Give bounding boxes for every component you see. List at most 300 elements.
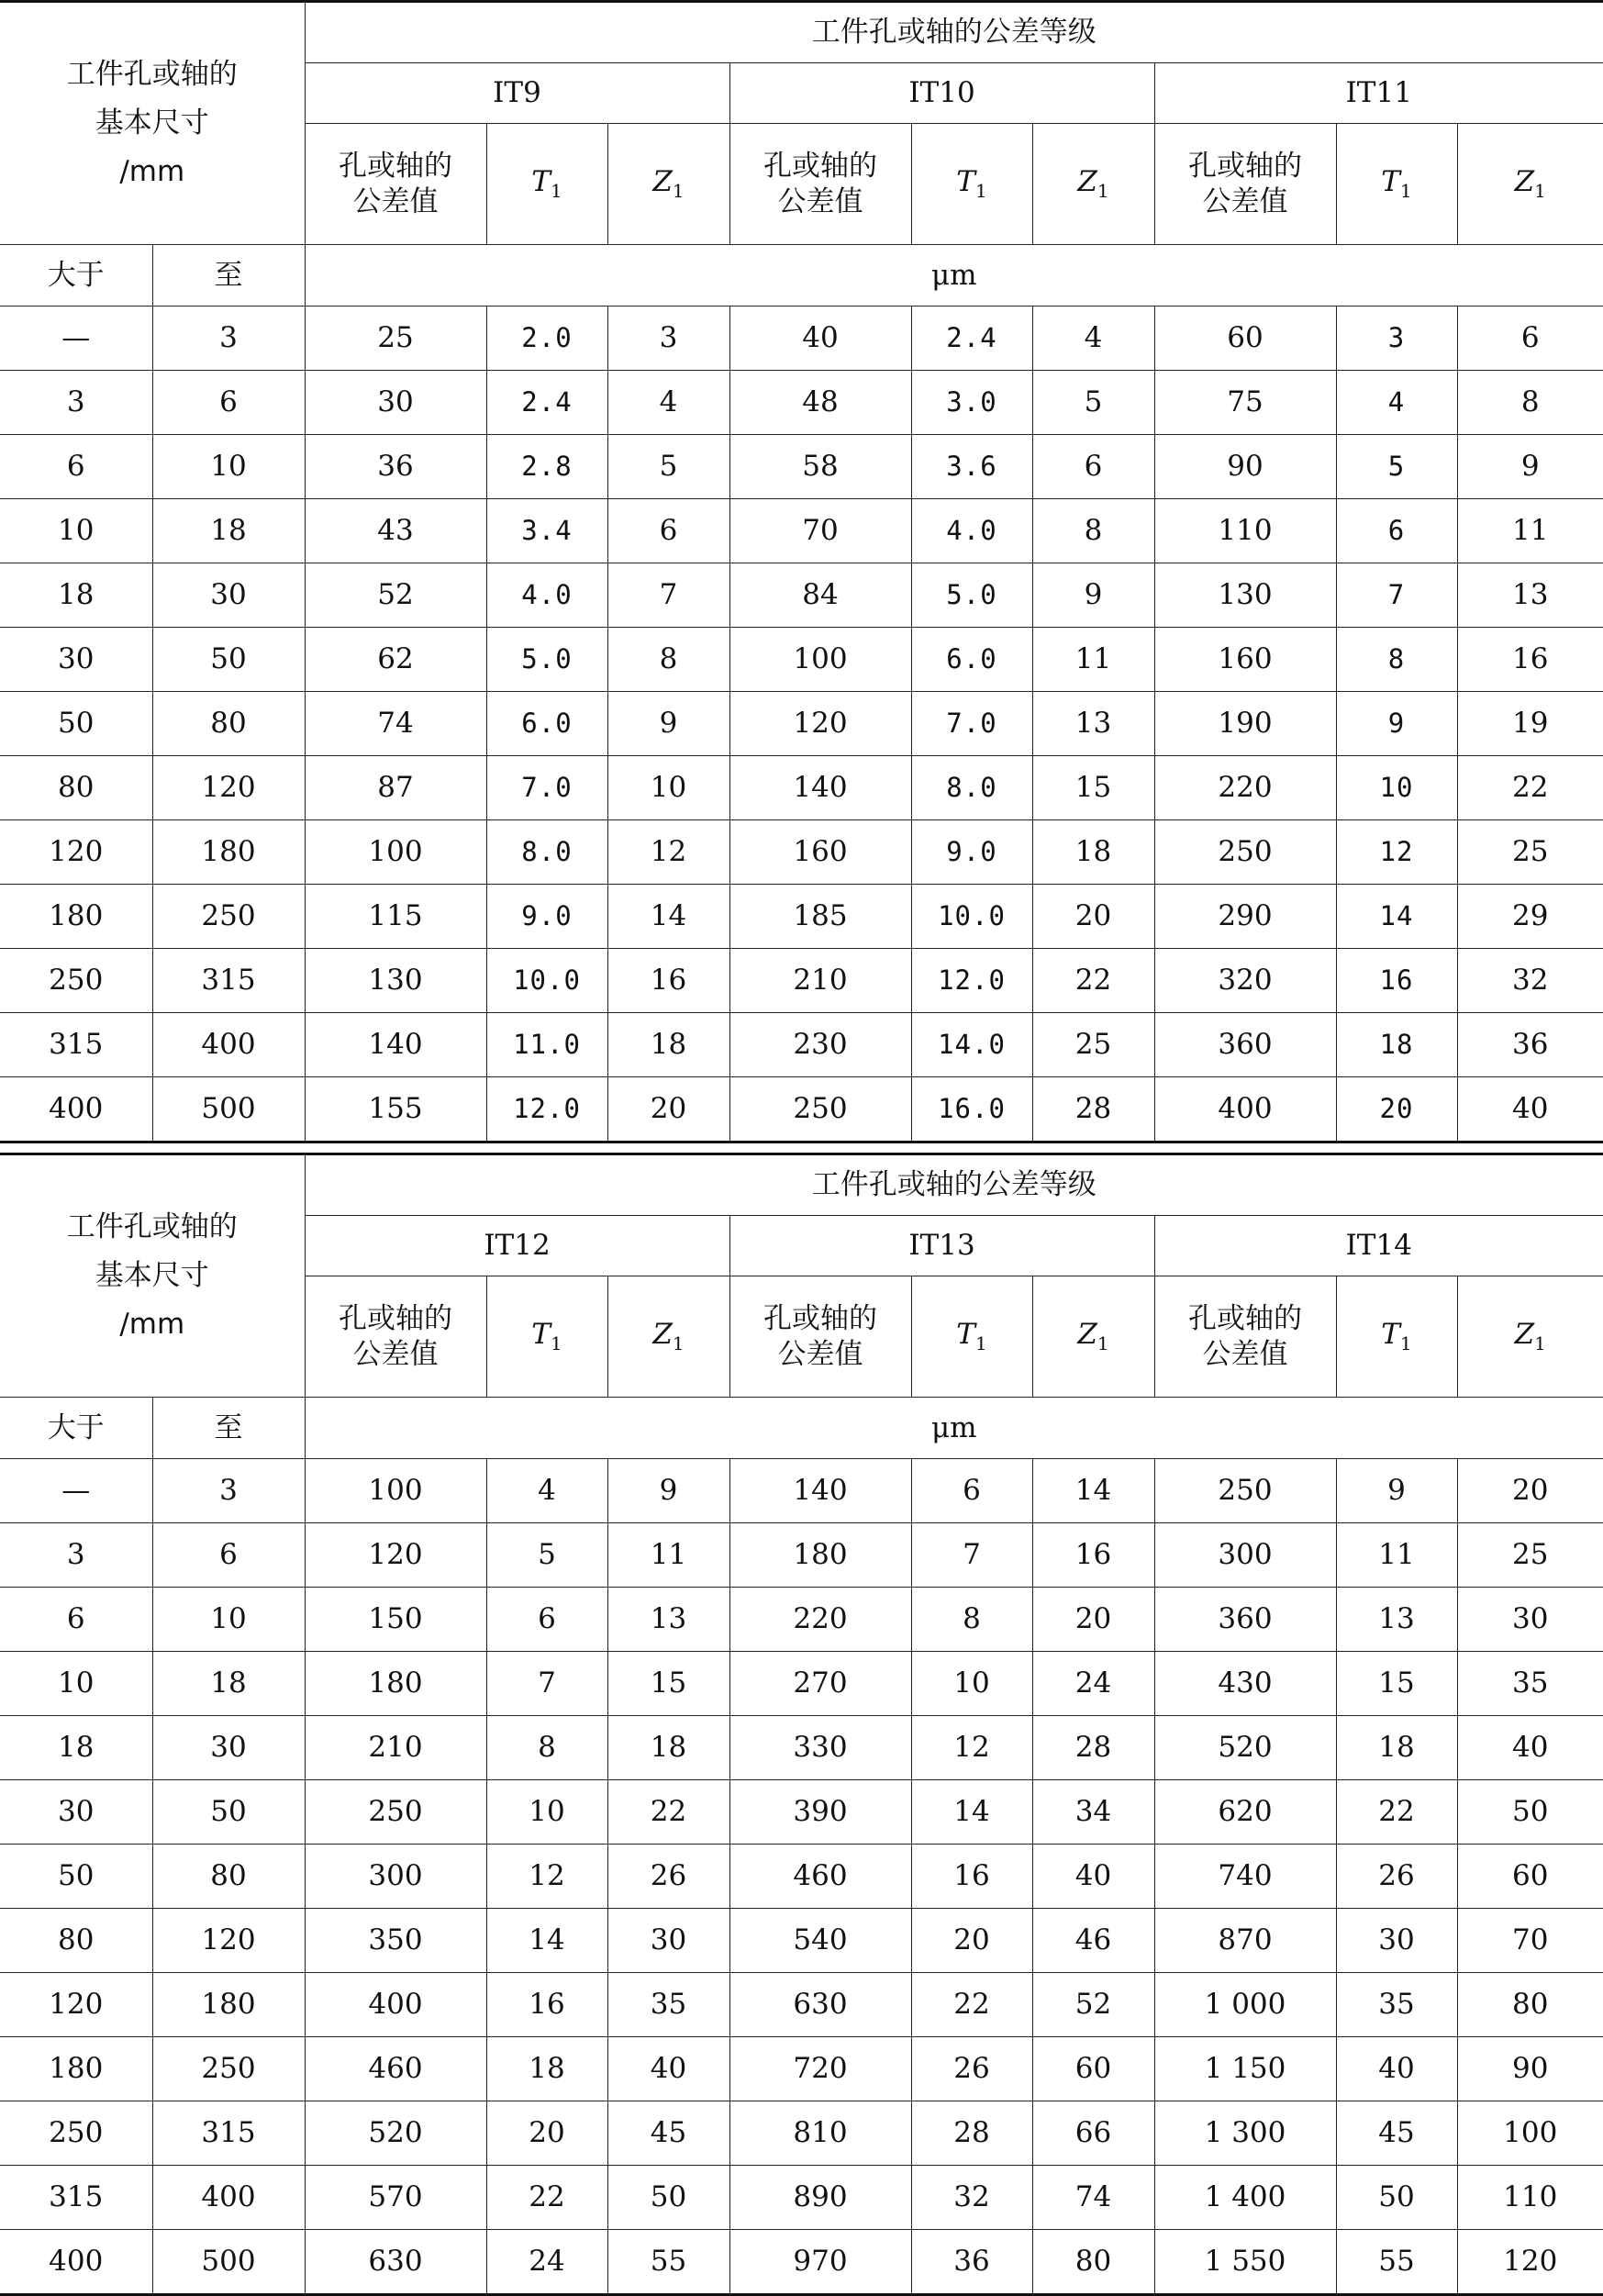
table-cell: 6.0 xyxy=(486,692,607,756)
table-cell: 3 xyxy=(607,307,729,371)
table-cell: 1 000 xyxy=(1154,1973,1336,2037)
table-cell: 6 xyxy=(1336,499,1457,563)
table-cell: 32 xyxy=(911,2166,1032,2230)
table-cell: 18 xyxy=(486,2037,607,2101)
table-cell: 400 xyxy=(0,1077,152,1142)
table-cell: 50 xyxy=(0,692,152,756)
table-cell: 2.0 xyxy=(486,307,607,371)
table-cell: 74 xyxy=(1032,2166,1154,2230)
table-cell: 16 xyxy=(486,1973,607,2037)
table-cell: 160 xyxy=(729,820,911,885)
size-stub-line: 工件孔或轴的 xyxy=(66,1210,238,1244)
table-cell: 185 xyxy=(729,885,911,949)
table-cell: 2.4 xyxy=(911,307,1032,371)
table-cell: 7 xyxy=(1336,563,1457,628)
table-cell: 6 xyxy=(0,1588,152,1652)
table-cell: 180 xyxy=(729,1523,911,1588)
table-cell: 80 xyxy=(1032,2230,1154,2295)
table-cell: 315 xyxy=(0,1013,152,1077)
table-cell: 90 xyxy=(1457,2037,1603,2101)
table-cell: 160 xyxy=(1154,628,1336,692)
to-label: 至 xyxy=(152,1398,305,1459)
table-cell: 155 xyxy=(305,1077,486,1142)
table-row xyxy=(0,1523,1603,1588)
t1-header xyxy=(1336,124,1457,245)
table-cell: 20 xyxy=(607,1077,729,1142)
table-cell: 13 xyxy=(1032,692,1154,756)
table-cell: 1 400 xyxy=(1154,2166,1336,2230)
grade-it14: IT14 xyxy=(1154,1216,1603,1276)
table-cell: 18 xyxy=(607,1013,729,1077)
table-cell: 8 xyxy=(1032,499,1154,563)
table-row xyxy=(0,2166,1603,2230)
table-cell: 40 xyxy=(1032,1845,1154,1909)
table-cell: 35 xyxy=(607,1973,729,2037)
table-cell: 35 xyxy=(1457,1652,1603,1716)
table-cell: 270 xyxy=(729,1652,911,1716)
table-cell: 15 xyxy=(1336,1652,1457,1716)
table-row xyxy=(0,949,1603,1013)
table-cell: 10 xyxy=(0,1652,152,1716)
table-cell: 36 xyxy=(1457,1013,1603,1077)
z1-header-symbol: Z xyxy=(1514,1318,1535,1352)
table-cell: 3 xyxy=(152,1459,305,1523)
table-cell: 11 xyxy=(607,1523,729,1588)
size-stub-line: 基本尺寸 xyxy=(95,106,209,140)
t1-header xyxy=(1336,1276,1457,1398)
table-cell: 19 xyxy=(1457,692,1603,756)
table-cell: 84 xyxy=(729,563,911,628)
table-cell: 9 xyxy=(1336,1459,1457,1523)
table-cell: 5.0 xyxy=(911,563,1032,628)
z1-header-symbol: Z xyxy=(1077,165,1097,199)
grade-it13: IT13 xyxy=(729,1216,1154,1276)
t1-header-subscript: 1 xyxy=(974,180,987,203)
table-cell: 50 xyxy=(0,1845,152,1909)
table-cell: 60 xyxy=(1032,2037,1154,2101)
table-cell: 30 xyxy=(0,628,152,692)
table-cell: 18 xyxy=(1336,1013,1457,1077)
table-cell: 11.0 xyxy=(486,1013,607,1077)
table-cell: 30 xyxy=(1336,1909,1457,1973)
table-cell: 460 xyxy=(729,1845,911,1909)
table-cell: 48 xyxy=(729,371,911,435)
table-cell: 18 xyxy=(152,499,305,563)
table-cell: 100 xyxy=(729,628,911,692)
t1-header xyxy=(486,124,607,245)
z1-header-subscript: 1 xyxy=(1096,180,1109,203)
z1-header xyxy=(1457,124,1603,245)
table-cell: 10.0 xyxy=(486,949,607,1013)
table-cell: 4 xyxy=(1032,307,1154,371)
table-cell: 3 xyxy=(0,1523,152,1588)
table-cell: 2.4 xyxy=(486,371,607,435)
to-label: 至 xyxy=(152,245,305,307)
table-cell: 9 xyxy=(607,692,729,756)
table-cell: 20 xyxy=(911,1909,1032,1973)
table-row xyxy=(0,1652,1603,1716)
table-cell: 5 xyxy=(486,1523,607,1588)
tolerance-value-header-line: 公差值 xyxy=(352,184,439,218)
table-cell: 6 xyxy=(152,1523,305,1588)
table-cell: 80 xyxy=(152,692,305,756)
table-cell: 22 xyxy=(607,1780,729,1845)
table-cell: 22 xyxy=(911,1973,1032,2037)
table-cell: 250 xyxy=(305,1780,486,1845)
table-cell: 2.8 xyxy=(486,435,607,499)
table-cell: 630 xyxy=(729,1973,911,2037)
table-cell: 110 xyxy=(1154,499,1336,563)
table-cell: 18 xyxy=(1336,1716,1457,1780)
table-cell: 8 xyxy=(1336,628,1457,692)
table-cell: 290 xyxy=(1154,885,1336,949)
table-cell: 40 xyxy=(1457,1077,1603,1142)
table-cell: 140 xyxy=(729,1459,911,1523)
z1-header-symbol: Z xyxy=(652,165,673,199)
table-cell: 12 xyxy=(1336,820,1457,885)
table-cell: 6 xyxy=(1032,435,1154,499)
table-cell: 22 xyxy=(1457,756,1603,820)
table-cell: 100 xyxy=(305,1459,486,1523)
tolerance-value-header xyxy=(305,124,486,245)
table-cell: 40 xyxy=(729,307,911,371)
size-stub-line: /mm xyxy=(119,1307,185,1341)
table-cell: 315 xyxy=(152,949,305,1013)
table-cell: 6 xyxy=(0,435,152,499)
table-cell: 25 xyxy=(1457,820,1603,885)
table-cell: 7.0 xyxy=(911,692,1032,756)
table-cell: 30 xyxy=(0,1780,152,1845)
table-cell: 55 xyxy=(607,2230,729,2295)
table-cell: 16 xyxy=(1457,628,1603,692)
table-cell: 55 xyxy=(1336,2230,1457,2295)
table-cell: 36 xyxy=(911,2230,1032,2295)
table-cell: 4 xyxy=(486,1459,607,1523)
size-stub-line: /mm xyxy=(119,154,185,188)
table-cell: 4.0 xyxy=(911,499,1032,563)
table-row xyxy=(0,756,1603,820)
table-cell: 34 xyxy=(1032,1780,1154,1845)
z1-header xyxy=(607,124,729,245)
table-cell: 7 xyxy=(911,1523,1032,1588)
t1-header-subscript: 1 xyxy=(550,180,562,203)
table-cell: 190 xyxy=(1154,692,1336,756)
tolerance-grade-group-title: 工件孔或轴的公差等级 xyxy=(305,2,1603,63)
tolerance-value-header-line: 孔或轴的 xyxy=(763,149,877,183)
tolerance-grade-group-title: 工件孔或轴的公差等级 xyxy=(305,1154,1603,1216)
table-cell: 12 xyxy=(911,1716,1032,1780)
table-cell: 11 xyxy=(1336,1523,1457,1588)
table-cell: 10 xyxy=(1336,756,1457,820)
table-cell: 12 xyxy=(607,820,729,885)
table-cell: 130 xyxy=(305,949,486,1013)
table-cell: 90 xyxy=(1154,435,1336,499)
table-cell: 300 xyxy=(1154,1523,1336,1588)
table-cell: 18 xyxy=(1032,820,1154,885)
table-row xyxy=(0,1780,1603,1845)
table-cell: 28 xyxy=(911,2101,1032,2166)
table-cell: 9.0 xyxy=(911,820,1032,885)
table-cell: 180 xyxy=(305,1652,486,1716)
table-cell: 180 xyxy=(152,820,305,885)
table-cell: 20 xyxy=(1336,1077,1457,1142)
table-cell: — xyxy=(0,307,152,371)
table-cell: 500 xyxy=(152,2230,305,2295)
table-row xyxy=(0,307,1603,371)
table-cell: 22 xyxy=(1336,1780,1457,1845)
table-cell: 5.0 xyxy=(486,628,607,692)
table-cell: 460 xyxy=(305,2037,486,2101)
table-cell: 10 xyxy=(607,756,729,820)
unit-label: μm xyxy=(305,1398,1603,1459)
table-cell: 13 xyxy=(1336,1588,1457,1652)
table-cell: 540 xyxy=(729,1909,911,1973)
header-row-group xyxy=(0,2,1603,63)
table-cell: 28 xyxy=(1032,1077,1154,1142)
t1-header xyxy=(911,124,1032,245)
table-row xyxy=(0,2037,1603,2101)
table-cell: 5 xyxy=(607,435,729,499)
table-cell: 11 xyxy=(1457,499,1603,563)
table-cell: 120 xyxy=(1457,2230,1603,2295)
table-cell: 70 xyxy=(1457,1909,1603,1973)
table-cell: 10 xyxy=(152,435,305,499)
table-cell: 120 xyxy=(305,1523,486,1588)
table-cell: 630 xyxy=(305,2230,486,2295)
table-cell: 400 xyxy=(152,2166,305,2230)
table-cell: 120 xyxy=(152,1909,305,1973)
table-cell: 8 xyxy=(486,1716,607,1780)
table-cell: 250 xyxy=(1154,1459,1336,1523)
table-row xyxy=(0,1845,1603,1909)
table-cell: 330 xyxy=(729,1716,911,1780)
table-cell: 35 xyxy=(1336,1973,1457,2037)
table-cell: 140 xyxy=(729,756,911,820)
table-cell: 25 xyxy=(305,307,486,371)
z1-header xyxy=(1032,124,1154,245)
table-cell: 8 xyxy=(607,628,729,692)
table-cell: 28 xyxy=(1032,1716,1154,1780)
table-row xyxy=(0,628,1603,692)
table-cell: 210 xyxy=(305,1716,486,1780)
table-cell: 26 xyxy=(607,1845,729,1909)
table-cell: 7 xyxy=(607,563,729,628)
table-cell: 230 xyxy=(729,1013,911,1077)
z1-header-subscript: 1 xyxy=(1534,1332,1546,1355)
table-cell: 30 xyxy=(152,1716,305,1780)
tolerance-value-header-line: 孔或轴的 xyxy=(763,1301,877,1335)
table-cell: 16 xyxy=(1336,949,1457,1013)
table-cell: 400 xyxy=(1154,1077,1336,1142)
table-cell: 52 xyxy=(1032,1973,1154,2037)
table-cell: 250 xyxy=(152,2037,305,2101)
table-row xyxy=(0,692,1603,756)
z1-header-symbol: Z xyxy=(1514,165,1535,199)
table-cell: 50 xyxy=(1457,1780,1603,1845)
table-cell: 14 xyxy=(911,1780,1032,1845)
table-cell: 40 xyxy=(1336,2037,1457,2101)
table-cell: 26 xyxy=(911,2037,1032,2101)
table-cell: 6.0 xyxy=(911,628,1032,692)
unit-label: μm xyxy=(305,245,1603,307)
table-cell: 10 xyxy=(911,1652,1032,1716)
tolerance-value-header-line: 孔或轴的 xyxy=(1188,1301,1302,1335)
z1-header-subscript: 1 xyxy=(672,1332,685,1355)
tolerance-value-header xyxy=(729,124,911,245)
tolerance-value-header-line: 公差值 xyxy=(1202,1337,1288,1371)
from-label: 大于 xyxy=(0,245,152,307)
size-stub-line: 基本尺寸 xyxy=(95,1259,209,1293)
table-cell: 16.0 xyxy=(911,1077,1032,1142)
table-cell: 315 xyxy=(152,2101,305,2166)
table-cell: 50 xyxy=(607,2166,729,2230)
table-cell: 1 550 xyxy=(1154,2230,1336,2295)
table-cell: 10 xyxy=(152,1588,305,1652)
z1-header xyxy=(1457,1276,1603,1398)
table-cell: 66 xyxy=(1032,2101,1154,2166)
table-row xyxy=(0,2230,1603,2295)
table-cell: 150 xyxy=(305,1588,486,1652)
table-cell: 30 xyxy=(1457,1588,1603,1652)
table-cell: 360 xyxy=(1154,1013,1336,1077)
table-cell: 22 xyxy=(1032,949,1154,1013)
table-cell: 120 xyxy=(152,756,305,820)
tolerance-value-header xyxy=(1154,1276,1336,1398)
t1-header-symbol: T xyxy=(531,1318,551,1352)
table-row xyxy=(0,1013,1603,1077)
table-cell: 43 xyxy=(305,499,486,563)
table-cell: 14 xyxy=(1032,1459,1154,1523)
table-cell: 36 xyxy=(305,435,486,499)
table-cell: 1 300 xyxy=(1154,2101,1336,2166)
table-cell: 87 xyxy=(305,756,486,820)
t1-header-symbol: T xyxy=(531,165,551,199)
table-cell: 46 xyxy=(1032,1909,1154,1973)
table-cell: 9 xyxy=(1032,563,1154,628)
table-cell: 80 xyxy=(1457,1973,1603,2037)
t1-header-subscript: 1 xyxy=(1399,180,1412,203)
t1-header-symbol: T xyxy=(956,1318,975,1352)
table-cell: 24 xyxy=(1032,1652,1154,1716)
table-cell: 250 xyxy=(152,885,305,949)
table-cell: 3.0 xyxy=(911,371,1032,435)
table-cell: 12.0 xyxy=(911,949,1032,1013)
from-label: 大于 xyxy=(0,1398,152,1459)
tolerance-value-header-line: 公差值 xyxy=(777,1337,863,1371)
table-cell: 890 xyxy=(729,2166,911,2230)
table-cell: 80 xyxy=(0,1909,152,1973)
table-cell: 40 xyxy=(1457,1716,1603,1780)
table-cell: 16 xyxy=(911,1845,1032,1909)
tolerance-value-header-line: 孔或轴的 xyxy=(1188,149,1302,183)
table-cell: 50 xyxy=(1336,2166,1457,2230)
table-cell: 16 xyxy=(607,949,729,1013)
table-cell: 350 xyxy=(305,1909,486,1973)
table-cell: 6 xyxy=(911,1459,1032,1523)
table-cell: 20 xyxy=(1457,1459,1603,1523)
grade-it9: IT9 xyxy=(305,63,729,124)
table-cell: 6 xyxy=(607,499,729,563)
table-cell: 870 xyxy=(1154,1909,1336,1973)
table-cell: 180 xyxy=(152,1973,305,2037)
table-cell: 740 xyxy=(1154,1845,1336,1909)
table-cell: 4 xyxy=(607,371,729,435)
table-row xyxy=(0,563,1603,628)
table-cell: 180 xyxy=(0,885,152,949)
table-row xyxy=(0,1077,1603,1142)
table-cell: 8 xyxy=(911,1588,1032,1652)
table-cell: 115 xyxy=(305,885,486,949)
tolerance-value-header xyxy=(729,1276,911,1398)
table-cell: 120 xyxy=(0,1973,152,2037)
table-cell: 570 xyxy=(305,2166,486,2230)
header-row-group xyxy=(0,1154,1603,1216)
table-row xyxy=(0,1909,1603,1973)
table-cell: 26 xyxy=(1336,1845,1457,1909)
table-cell: 970 xyxy=(729,2230,911,2295)
table-cell: 14 xyxy=(486,1909,607,1973)
table-cell: 7.0 xyxy=(486,756,607,820)
table-cell: 18 xyxy=(0,563,152,628)
table-cell: 400 xyxy=(0,2230,152,2295)
table-cell: 250 xyxy=(1154,820,1336,885)
table-cell: 430 xyxy=(1154,1652,1336,1716)
size-stub-header xyxy=(0,1154,305,1398)
table-cell: — xyxy=(0,1459,152,1523)
table-cell: 210 xyxy=(729,949,911,1013)
table-cell: 25 xyxy=(1457,1523,1603,1588)
table-cell: 22 xyxy=(486,2166,607,2230)
t1-header-subscript: 1 xyxy=(1399,1332,1412,1355)
t1-header xyxy=(486,1276,607,1398)
table-cell: 320 xyxy=(1154,949,1336,1013)
table-cell: 720 xyxy=(729,2037,911,2101)
table-cell: 18 xyxy=(152,1652,305,1716)
tolerance-value-header-line: 公差值 xyxy=(352,1337,439,1371)
grade-it10: IT10 xyxy=(729,63,1154,124)
table-cell: 620 xyxy=(1154,1780,1336,1845)
size-stub-header xyxy=(0,2,305,245)
table-cell: 110 xyxy=(1457,2166,1603,2230)
table-cell: 400 xyxy=(152,1013,305,1077)
table-cell: 15 xyxy=(1032,756,1154,820)
table-cell: 100 xyxy=(1457,2101,1603,2166)
table-cell: 500 xyxy=(152,1077,305,1142)
table-row xyxy=(0,435,1603,499)
tolerance-value-header-line: 孔或轴的 xyxy=(339,149,452,183)
table-cell: 18 xyxy=(607,1716,729,1780)
table-cell: 3.6 xyxy=(911,435,1032,499)
table-cell: 6 xyxy=(1457,307,1603,371)
t1-header-subscript: 1 xyxy=(550,1332,562,1355)
table-cell: 14.0 xyxy=(911,1013,1032,1077)
table-cell: 10 xyxy=(486,1780,607,1845)
table-cell: 20 xyxy=(1032,1588,1154,1652)
table-cell: 7 xyxy=(486,1652,607,1716)
table-cell: 400 xyxy=(305,1973,486,2037)
table-separator xyxy=(0,1143,1603,1153)
header-row-units xyxy=(0,1398,1603,1459)
table-cell: 15 xyxy=(607,1652,729,1716)
z1-header-symbol: Z xyxy=(652,1318,673,1352)
table-cell: 520 xyxy=(1154,1716,1336,1780)
table-cell: 12 xyxy=(486,1845,607,1909)
table-cell: 32 xyxy=(1457,949,1603,1013)
tolerance-value-header xyxy=(1154,124,1336,245)
table-row xyxy=(0,1588,1603,1652)
table-cell: 250 xyxy=(0,2101,152,2166)
table-cell: 5 xyxy=(1336,435,1457,499)
